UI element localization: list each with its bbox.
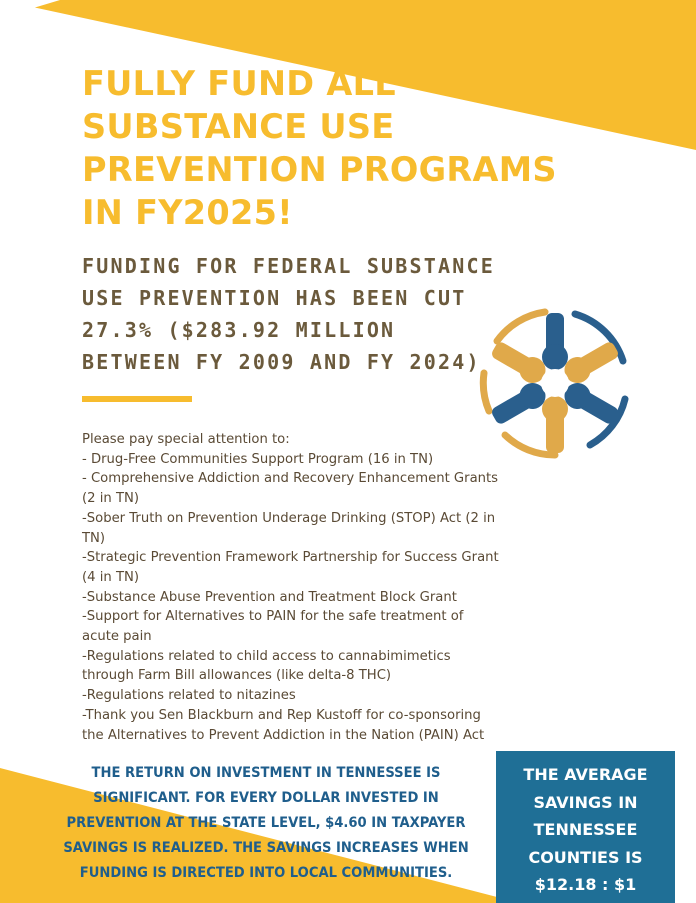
page-title xyxy=(82,62,642,234)
roi-line: SIGNIFICANT. FOR EVERY DOLLAR INVESTED IN xyxy=(93,789,439,806)
roi-line: PREVENTION AT THE STATE LEVEL, $4.60 IN TAXPAYER xyxy=(66,814,466,831)
subtitle-line: FUNDING FOR FEDERAL SUBSTANCE xyxy=(82,254,495,278)
list-item: -Sober Truth on Prevention Underage Drinking (STOP) Act (2 in xyxy=(82,510,496,526)
callout-line: THE AVERAGE xyxy=(523,765,648,784)
roi-line: FUNDING IS DIRECTED INTO LOCAL COMMUNITIES. xyxy=(79,864,453,881)
list-item: -Support for Alternatives to PAIN for the safe treatment of xyxy=(82,609,464,625)
list-item: -Substance Abuse Prevention and Treatment Block Grant xyxy=(82,589,457,605)
title-line: FULLY FUND ALL xyxy=(82,64,396,103)
list-item: - Drug-Free Communities Support Program (16 in TN) xyxy=(82,451,434,467)
list-item: -Regulations related to child access to cannabimimetics xyxy=(82,648,451,664)
list-item: -Strategic Prevention Framework Partnership for Success Grant xyxy=(82,550,499,566)
list-item: the Alternatives to Prevent Addiction in the Nation (PAIN) Act xyxy=(82,727,485,743)
subtitle-line: BETWEEN FY 2009 AND FY 2024) xyxy=(82,350,481,374)
roi-line: SAVINGS IS REALIZED. THE SAVINGS INCREASES WHEN xyxy=(63,839,469,856)
arm-top xyxy=(542,313,568,370)
attention-list xyxy=(82,430,562,745)
list-item: -Regulations related to nitazines xyxy=(82,688,296,704)
savings-callout-box xyxy=(496,751,675,903)
callout-line: $12.18 : $1 xyxy=(534,875,637,894)
callout-line: TENNESSEE xyxy=(533,820,638,839)
list-item: Please pay special attention to: xyxy=(82,432,290,447)
funding-cut-subtitle xyxy=(82,250,502,378)
list-item: -Thank you Sen Blackburn and Rep Kustoff for co-sponsoring xyxy=(82,707,481,723)
list-item: (4 in TN) xyxy=(82,569,140,585)
title-line: SUBSTANCE USE xyxy=(82,107,395,146)
roi-statement xyxy=(46,760,486,885)
title-line: PREVENTION PROGRAMS xyxy=(82,150,557,189)
list-item: acute pain xyxy=(82,629,152,645)
list-item: TN) xyxy=(82,530,106,546)
subtitle-line: USE PREVENTION HAS BEEN CUT xyxy=(82,286,467,310)
list-item: through Farm Bill allowances (like delta-8 THC) xyxy=(82,668,392,684)
yellow-divider xyxy=(82,396,192,402)
subtitle-line: 27.3% ($283.92 MILLION xyxy=(82,318,396,342)
roi-line: THE RETURN ON INVESTMENT IN TENNESSEE IS xyxy=(91,764,441,781)
list-item: (2 in TN) xyxy=(82,491,140,507)
callout-line: COUNTIES IS xyxy=(528,847,643,867)
title-line: IN FY2025! xyxy=(82,193,293,232)
savings-callout-text xyxy=(496,761,675,899)
list-item: - Comprehensive Addiction and Recovery Enhancement Grants xyxy=(82,471,499,487)
callout-line: SAVINGS IN xyxy=(533,792,638,812)
